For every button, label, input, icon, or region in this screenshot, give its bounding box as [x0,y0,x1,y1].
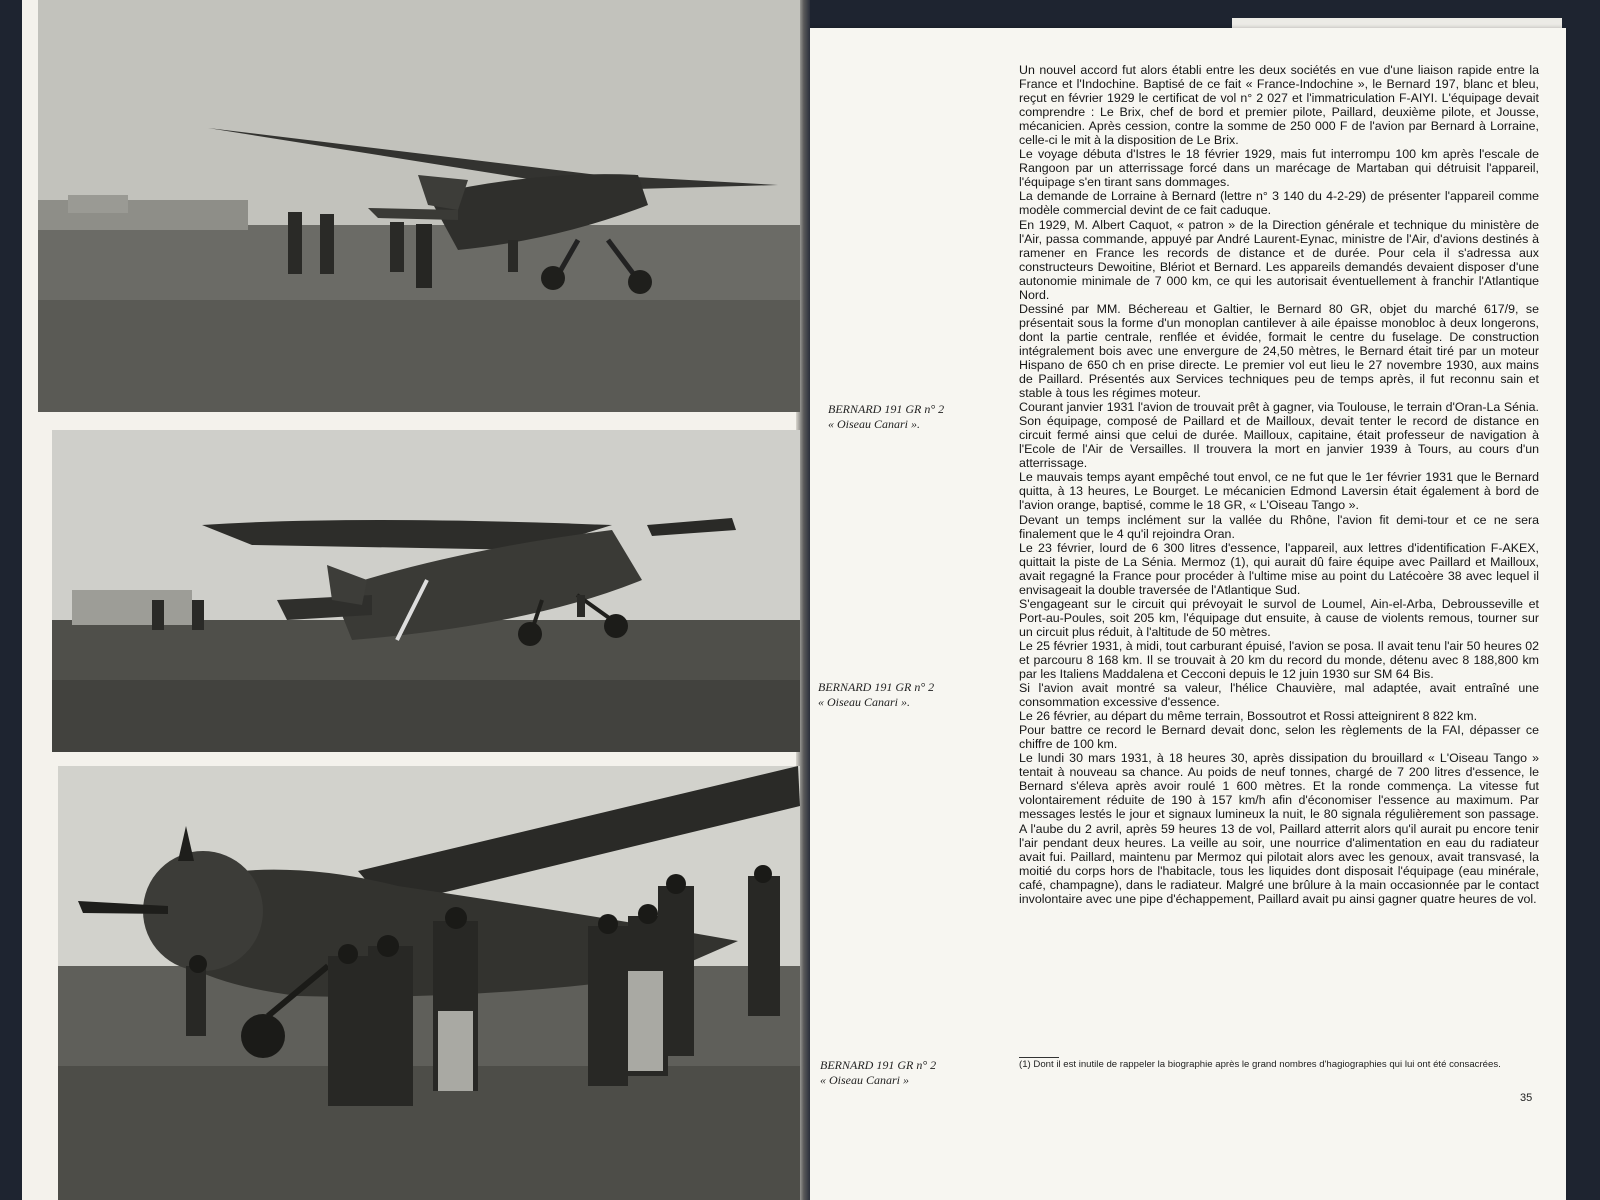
photo-1-illustration [38,0,800,412]
footnote: (1) Dont il est inutile de rappeler la biographie après le grand nombres d'hagiographies qui lui ont été consacrées. [1019,1059,1501,1070]
caption-subtitle: « Oiseau Canari » [820,1073,910,1087]
caption-title: BERNARD 191 GR n° 2 [818,680,935,694]
paragraph: Le 26 février, au départ du même terrain, Bossoutrot et Rossi atteignirent 8 822 km. [1019,709,1478,724]
paragraph: Un nouvel accord fut alors établi entre les deux sociétés en vue d'une liaison rapide entre la France et l'Indochine. Baptisé de ce fait « France-Indochine », le Bernard 197, blanc et bleu, reçut en février 1929 le certificat de vol n° 2 027 et l'immatriculation F-AIYI. L'équipage devait comprendre : Le Brix, chef de bord et premier pilote, Paillard, deuxième pilote, et Jousse, mécanicien. Après cession, contre la somme de 250 000 F de l'avion par Bernard à Lorraine, celle-ci le mit à la disposition de Le Brix. [1019,63,1539,148]
caption-subtitle: « Oiseau Canari ». [818,695,911,709]
photo-aircraft-taxiing [38,0,800,412]
paragraph: Devant un temps inclément sur la vallée du Rhône, l'avion fit demi-tour et ce ne sera finalement que le 4 qu'il rejoindra Oran. [1019,512,1539,541]
photo-caption-3 [820,1058,990,1088]
page-number: 35 [1520,1092,1533,1104]
paragraph: Courant janvier 1931 l'avion de trouvait prêt à gagner, via Toulouse, le terrain d'Oran-La Sénia. Son équipage, composé de Paillard et de Mailloux, devait tenter le record de distance en circuit fermé ainsi que celui de durée. Mailloux, capitaine, était professeur de navigation à l'Ecole de l'Air de Versailles. Il trouvera la mort en janvier 1939 à Tours, au cours d'un atterrissage. [1019,400,1539,471]
paragraph: Le 23 février, lourd de 6 300 litres d'essence, l'appareil, aux lettres d'identification F-AKEX, quittait la piste de La Sénia. Mermoz (1), qui aurait dû faire équipe avec Paillard et Mailloux, avait regagné la France pour procéder à l'ultime mise au point du Latécoère 38 avec lequel il envisageait la double traversée de l'Atlantique Sud. [1019,540,1539,597]
photo-caption-1 [828,402,998,432]
paragraph: Si l'avion avait montré sa valeur, l'hélice Chauvière, mal adaptée, avait entraîné une consommation excessive d'essence. [1019,681,1539,710]
paragraph: Le lundi 30 mars 1931, à 18 heures 30, après dissipation du brouillard « L'Oiseau Tango » tentait à nouveau sa chance. Au poids de neuf tonnes, chargé de 7 200 litres d'essence, le Bernard s'éleva après avoir roulé 1 600 mètres. Et la ronde commença. La vitesse fut volontairement réduite de 190 à 157 km/h afin d'économiser l'essence au maximum. Par messages lestés le jour et signaux lumineux la nuit, le 80 signala régulièrement son passage. A l'aube du 2 avril, après 59 heures 13 de vol, Paillard atterrit alors qu'il aurait pu encore tenir l'air pendant deux heures. La veille au soir, une nourrice d'alimentation en eau du radiateur avait fui. Paillard, maintenu par Mermoz qui pilotait alors avec les genoux, avait transvasé, la moitié du corps hors de l'habitacle, tous les liquides dont disposait l'équipage (eau minérale, café, champagne), dans le radiateur. Malgré une brûlure à la main occasionnée par le contact involontaire avec une pipe d'échappement, Paillard avait pu ainsi gagner quatre heures de vol. [1019,751,1539,906]
photo-2-illustration [52,430,800,752]
paragraph: Le 25 février 1931, à midi, tout carburant épuisé, l'avion se posa. Il avait tenu l'air 50 heures 02 et parcouru 8 168 km. Il se trouvait à 20 km du record du monde, détenu avec 8 188,800 km par les Italiens Maddalena et Cecconi depuis le 12 juin 1930 sur SM 64 Bis. [1019,638,1539,682]
photo-caption-2 [818,680,988,710]
paragraph: Le mauvais temps ayant empêché tout envol, ce ne fut que le 1er février 1931 que le Bernard quitta, à 13 heures, Le Bourget. Le mécanicien Edmond Laversin était également à bord de l'avion orange, baptisé, comme le 18 GR, « L'Oiseau Tango ». [1019,470,1539,513]
footnote-divider [1019,1057,1059,1058]
paragraph: Dessiné par MM. Béchereau et Galtier, le Bernard 80 GR, objet du marché 617/9, se présentait sous la forme d'un monoplan cantilever à aile épaisse monobloc à deux longerons, dont la partie centrale, renflée et évidée, formait le centre du fuselage. De construction intégralement bois avec une envergure de 24,50 mètres, le Bernard était tiré par un moteur Hispano de 650 ch en prise directe. Le premier vol eut lieu le 27 novembre 1930, aux mains de Paillard. Présentés aux Services techniques peu de temps après, il fut reconnu sain et stable à tous les régimes moteur. [1019,301,1539,401]
caption-subtitle: « Oiseau Canari ». [828,417,921,431]
paragraph: Pour battre ce record le Bernard devait donc, selon les règlements de la FAI, dépasser ce chiffre de 100 km. [1019,723,1539,752]
article-body [1019,63,1539,906]
caption-title: BERNARD 191 GR n° 2 [828,402,945,416]
paragraph: La demande de Lorraine à Bernard (lettre n° 3 140 du 4-2-29) de présenter l'appareil comme modèle commercial devint de ce fait caduque. [1019,189,1539,218]
paragraph: Le voyage débuta d'Istres le 18 février 1929, mais fut interrompu 100 km après l'escale de Rangoon par un atterrissage forcé dans un marécage de Martaban qui détruisit l'appareil, l'équipage s'en tirant sans dommages. [1019,147,1539,190]
photo-3-illustration [58,766,800,1200]
paragraph: S'engageant sur le circuit qui prévoyait le survol de Loumel, Ain-el-Arba, Debrousseville et Port-au-Poules, soit 205 km, l'équipage dut ensuite, à cause de violents remous, tourner sur un circuit plus réduit, à l'altitude de 50 mètres. [1019,596,1539,639]
photo-aircraft-with-crew [58,766,800,1200]
photo-aircraft-side-view [52,430,800,752]
caption-title: BERNARD 191 GR n° 2 [820,1058,937,1072]
paragraph: En 1929, M. Albert Caquot, « patron » de la Direction générale et technique du ministère de l'Air, passa commande, appuyé par André Laurent-Eynac, ministre de l'Air, d'avions destinés à ramener en France les records de distance et de durée. Pour cela il s'adressa aux constructeurs Dewoitine, Blériot et Bernard. Les appareils demandés devaient disposer d'une autonomie minimale de 7 000 km, ce qui les autorisait éventuellement à franchir l'Atlantique Nord. [1019,217,1539,302]
